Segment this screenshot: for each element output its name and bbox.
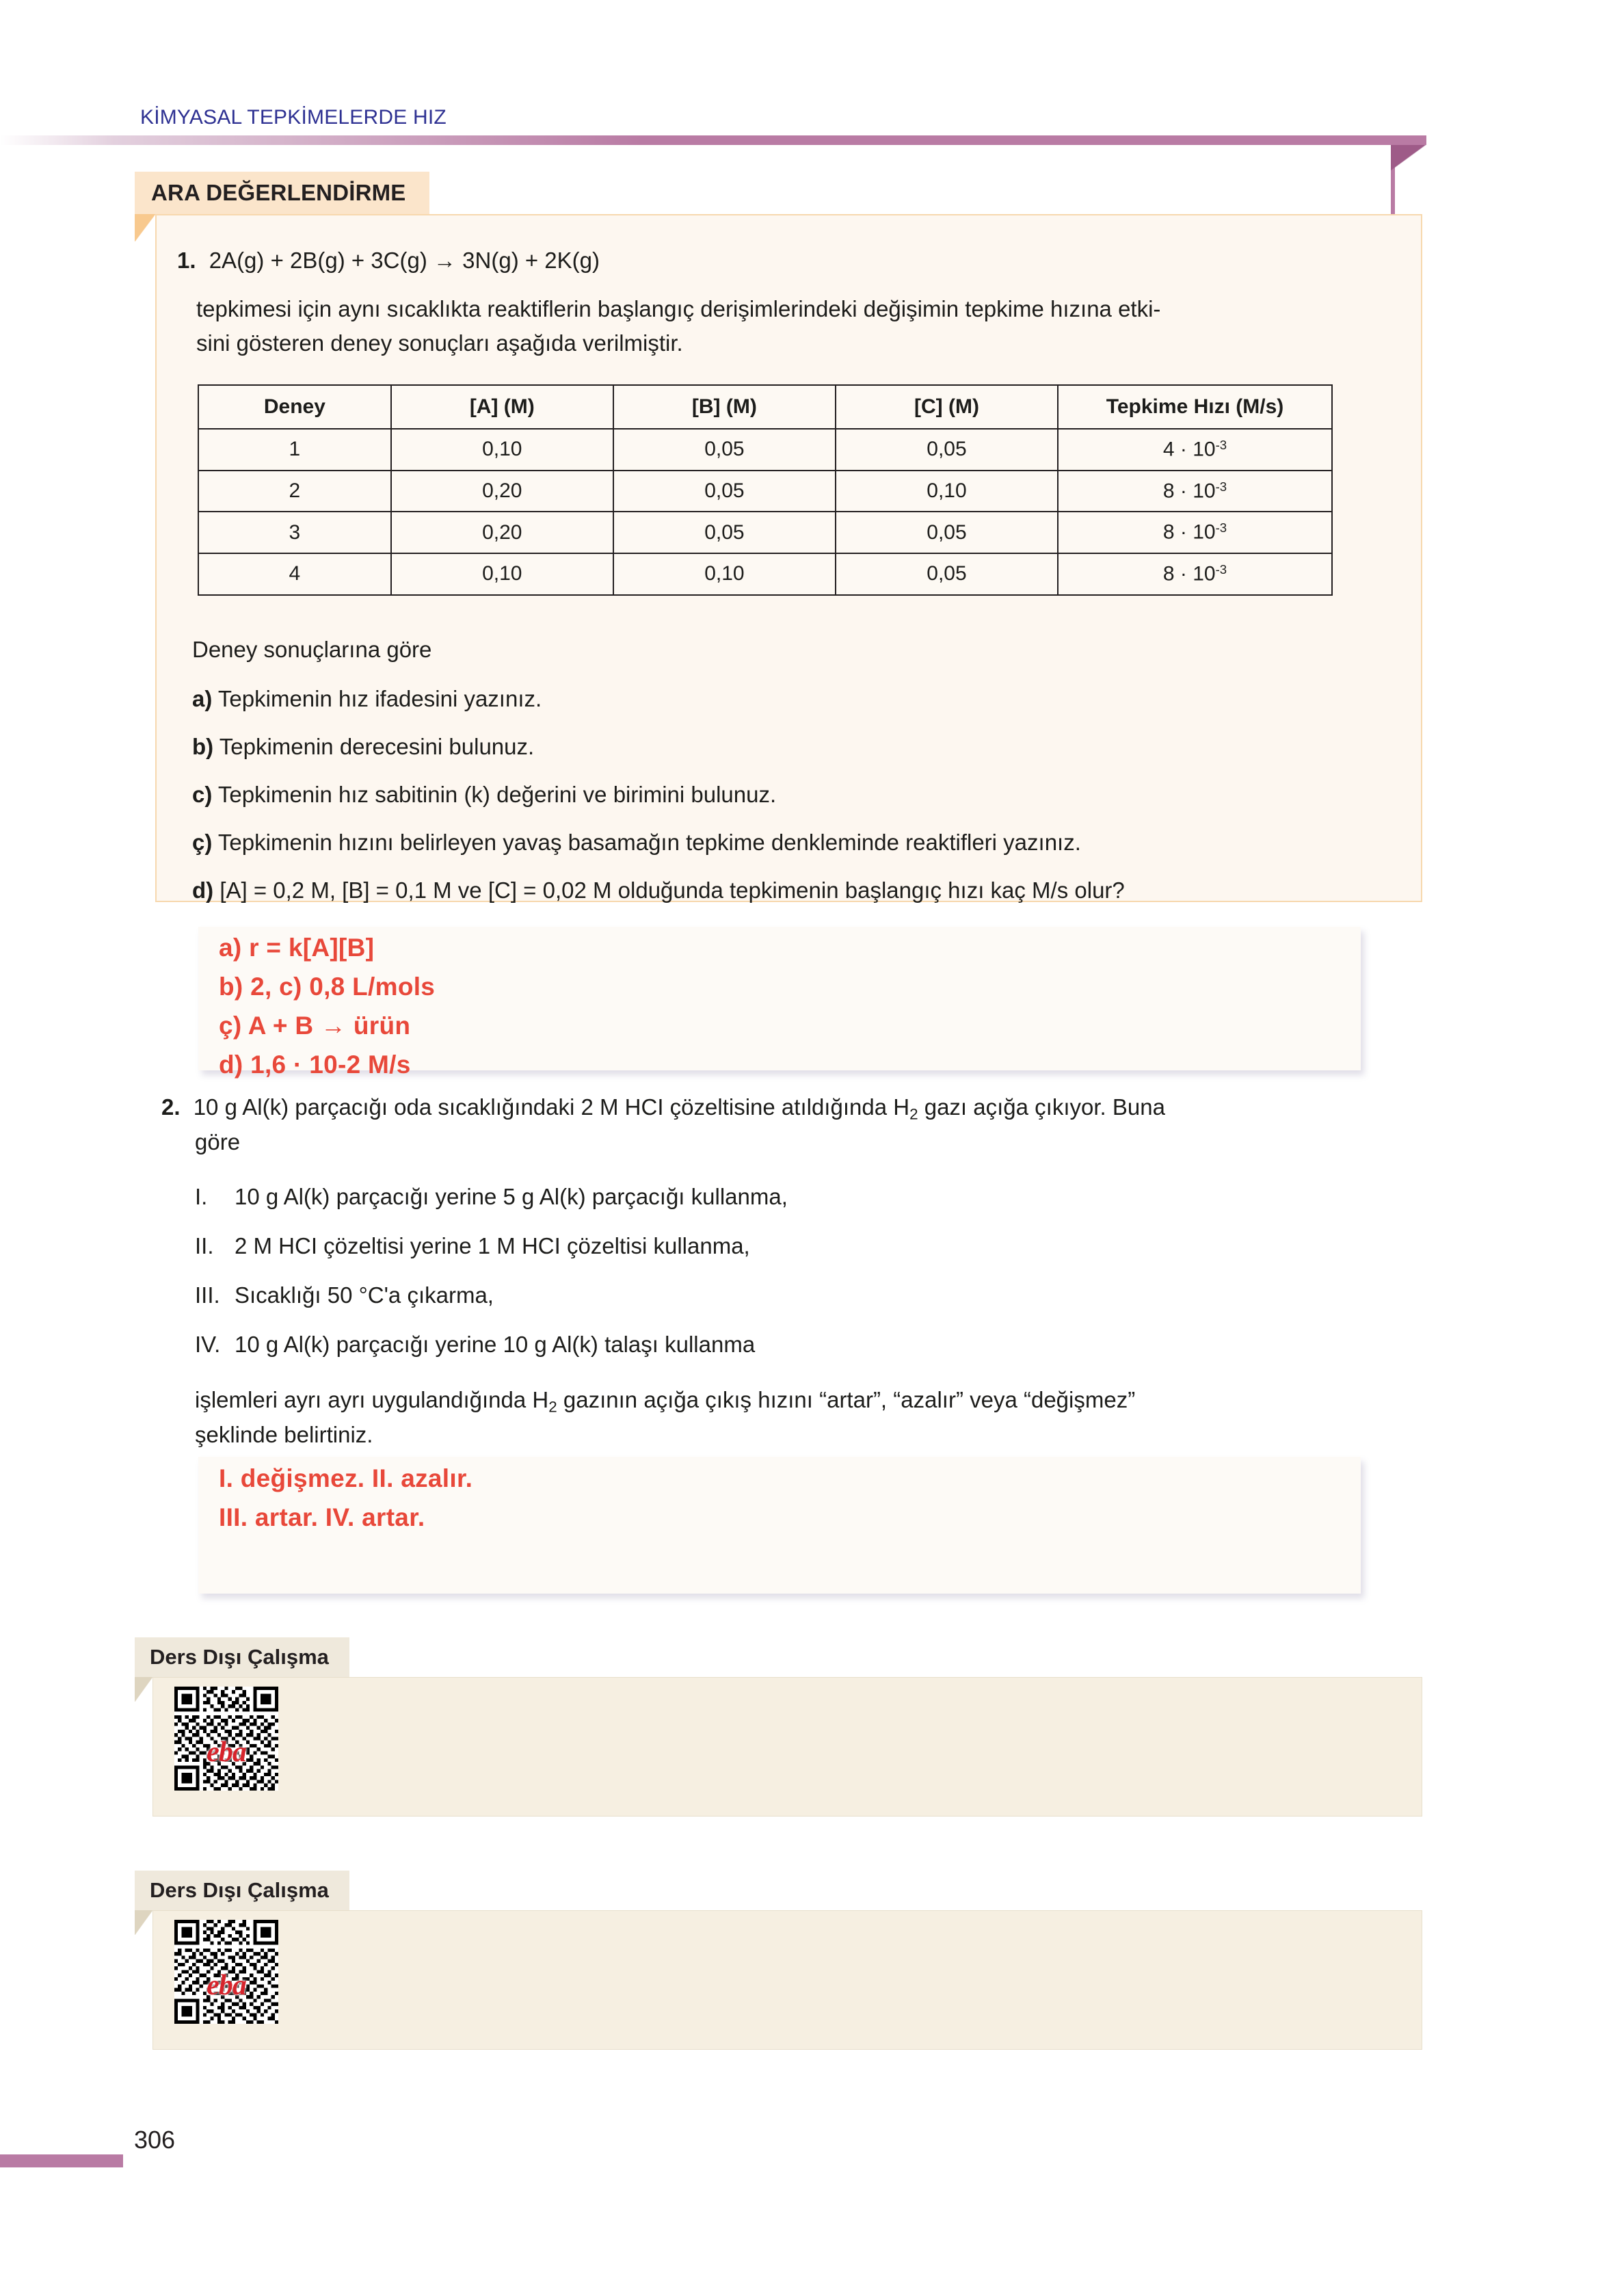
cell-rate: $8 \cdot 10^{-3}$ <box>1058 512 1332 553</box>
extracurricular-2-tab <box>135 1871 349 1910</box>
item-iv-text: 10 g Al(k) parçacığı yerine 10 g Al(k) talaşı kullanma <box>235 1332 756 1357</box>
item-cc-text: Tepkimenin hızını belirleyen yavaş basamağın tepkime denkleminde reaktifleri yazınız. <box>217 830 1081 855</box>
question-1-number: 1. <box>177 248 196 273</box>
question-2-closing-line-1 <box>195 1383 1426 1424</box>
item-b-lead: b) <box>192 734 214 759</box>
question-2-heading <box>161 1090 1413 1131</box>
question-1-item-c <box>192 778 776 812</box>
question-1-equation: 2A(g) + 2B(g) + 3C(g) → 3N(g) + 2K(g) <box>209 248 600 273</box>
answer-1-line-cc: ç) A + B → ürün <box>219 1012 411 1040</box>
table-header-b: [B] (M) <box>613 385 836 429</box>
eba-logo-2: eba <box>207 1969 246 2001</box>
cell-b: 0,05 <box>613 512 836 553</box>
question-1-prompt: Deney sonuçlarına göre <box>192 637 432 662</box>
cell-rate: $8 \cdot 10^{-3}$ <box>1058 471 1332 512</box>
question-1-heading <box>177 244 600 276</box>
question-2-number: 2. <box>161 1094 181 1120</box>
cell-c: 0,05 <box>836 429 1058 471</box>
item-iii-lead: III. <box>195 1282 220 1308</box>
answer-1-line-b: b) 2, c) 0,8 L/mols <box>219 973 436 1001</box>
question-2-item-iv <box>195 1328 755 1362</box>
page-number: 306 <box>134 2126 176 2154</box>
cell-deney: 4 <box>198 553 391 595</box>
cell-a: 0,10 <box>391 429 613 471</box>
question-1-intro-line-2: sini gösteren deney sonuçları aşağıda verilmiştir. <box>196 330 683 356</box>
answer-1-line-d: d) 1,6 · 10-2 M/s <box>219 1051 411 1079</box>
cell-deney: 2 <box>198 471 391 512</box>
question-1-item-a <box>192 682 542 716</box>
question-1-item-cc <box>192 826 1081 860</box>
cell-b: 0,05 <box>613 429 836 471</box>
cell-b: 0,05 <box>613 471 836 512</box>
qr-code-svg-2 <box>174 1920 278 2024</box>
qr-code-svg-1 <box>174 1687 278 1791</box>
question-1-intro-line-1: tepkimesi için aynı sıcaklıkta reaktiflerin başlangıç derişimlerindeki değişimin tepkime hızına etki- <box>196 296 1161 321</box>
answer-1-line-a: a) r = k[A][B] <box>219 934 375 962</box>
table-header-row <box>198 385 1332 429</box>
table-header-c: [C] (M) <box>836 385 1058 429</box>
item-c-text: Tepkimenin hız sabitinin (k) değerini ve birimini bulunuz. <box>217 782 777 807</box>
item-a-text: Tepkimenin hız ifadesini yazınız. <box>217 686 542 711</box>
table-header-a: [A] (M) <box>391 385 613 429</box>
item-i-lead: I. <box>195 1184 208 1209</box>
answer-2-line-2: III. artar. IV. artar. <box>219 1503 425 1531</box>
table-row <box>198 512 1332 553</box>
table-row <box>198 471 1332 512</box>
extracurricular-1-box <box>152 1677 1422 1817</box>
cell-c: 0,10 <box>836 471 1058 512</box>
extracurricular-1-tab <box>135 1637 349 1677</box>
extracurricular-1-fold-corner <box>135 1677 152 1702</box>
question-2-item-ii <box>195 1229 750 1263</box>
item-ii-text: 2 M HCI çözeltisi yerine 1 M HCI çözeltisi kullanma, <box>235 1233 750 1258</box>
extracurricular-2-tab-label: Ders Dışı Çalışma <box>150 1878 329 1902</box>
qr-code-icon-2[interactable] <box>174 1920 278 2024</box>
cell-a: 0,20 <box>391 471 613 512</box>
answer-2-line-1: I. değişmez. II. azalır. <box>219 1464 473 1492</box>
table-row <box>198 429 1332 471</box>
item-a-lead: a) <box>192 686 213 711</box>
header-rule <box>0 135 1426 145</box>
item-ii-lead: II. <box>195 1233 214 1258</box>
question-2-sub-1: 2 <box>909 1105 918 1123</box>
activity-tab-fold-corner <box>135 214 155 241</box>
cell-c: 0,05 <box>836 553 1058 595</box>
item-iii-text: Sıcaklığı 50 °C'a çıkarma, <box>235 1282 494 1308</box>
header-rule-fold-corner <box>1391 145 1426 171</box>
table-row <box>198 553 1332 595</box>
cell-c: 0,05 <box>836 512 1058 553</box>
question-2-intro-pre: 10 g Al(k) parçacığı oda sıcaklığındaki 2 M HCI çözeltisine atıldığında H <box>193 1094 910 1120</box>
item-c-lead: c) <box>192 782 213 807</box>
item-d-text: [A] = 0,2 M, [B] = 0,1 M ve [C] = 0,02 M olduğunda tepkimenin başlangıç hızı kaç M/s olur? <box>219 877 1125 903</box>
table-header-rate: Tepkime Hızı (M/s) <box>1058 385 1332 429</box>
cell-b: 0,10 <box>613 553 836 595</box>
question-2-intro-post: gazı açığa çıkıyor. Buna <box>918 1094 1165 1120</box>
question-2-intro-line-2: göre <box>195 1129 241 1154</box>
extracurricular-2-box <box>152 1910 1422 2050</box>
activity-content-box <box>155 214 1422 902</box>
activity-tab-label: ARA DEĞERLENDİRME <box>151 180 406 205</box>
cell-deney: 1 <box>198 429 391 471</box>
running-head: KİMYASAL TEPKİMELERDE HIZ <box>140 106 447 129</box>
question-2-closing-line-2: şeklinde belirtiniz. <box>195 1422 373 1447</box>
extracurricular-1-tab-label: Ders Dışı Çalışma <box>150 1645 329 1669</box>
experiment-results-table <box>198 384 1333 596</box>
question-2-closing-pre: işlemleri ayrı ayrı uygulandığında H <box>195 1387 549 1412</box>
footer-accent-bar <box>0 2154 123 2167</box>
question-2-item-i <box>195 1180 788 1214</box>
cell-rate: $8 \cdot 10^{-3}$ <box>1058 553 1332 595</box>
question-2-sub-2: 2 <box>548 1398 557 1416</box>
cell-deney: 3 <box>198 512 391 553</box>
item-b-text: Tepkimenin derecesini bulunuz. <box>219 734 535 759</box>
qr-code-icon-1[interactable] <box>174 1687 278 1791</box>
question-2-item-iii <box>195 1278 494 1312</box>
question-1-item-b <box>192 730 534 764</box>
extracurricular-2-fold-corner <box>135 1910 152 1935</box>
activity-tab-header <box>135 172 429 214</box>
question-2-closing-post: gazının açığa çıkış hızını “artar”, “azalır” veya “değişmez” <box>557 1387 1136 1412</box>
cell-a: 0,10 <box>391 553 613 595</box>
cell-rate: $4 \cdot 10^{-3}$ <box>1058 429 1332 471</box>
item-iv-lead: IV. <box>195 1332 221 1357</box>
eba-logo-1: eba <box>207 1736 246 1768</box>
item-d-lead: d) <box>192 877 214 903</box>
cell-a: 0,20 <box>391 512 613 553</box>
item-cc-lead: ç) <box>192 830 213 855</box>
question-1-item-d <box>192 873 1125 908</box>
item-i-text: 10 g Al(k) parçacığı yerine 5 g Al(k) parçacığı kullanma, <box>235 1184 788 1209</box>
table-header-deney: Deney <box>198 385 391 429</box>
